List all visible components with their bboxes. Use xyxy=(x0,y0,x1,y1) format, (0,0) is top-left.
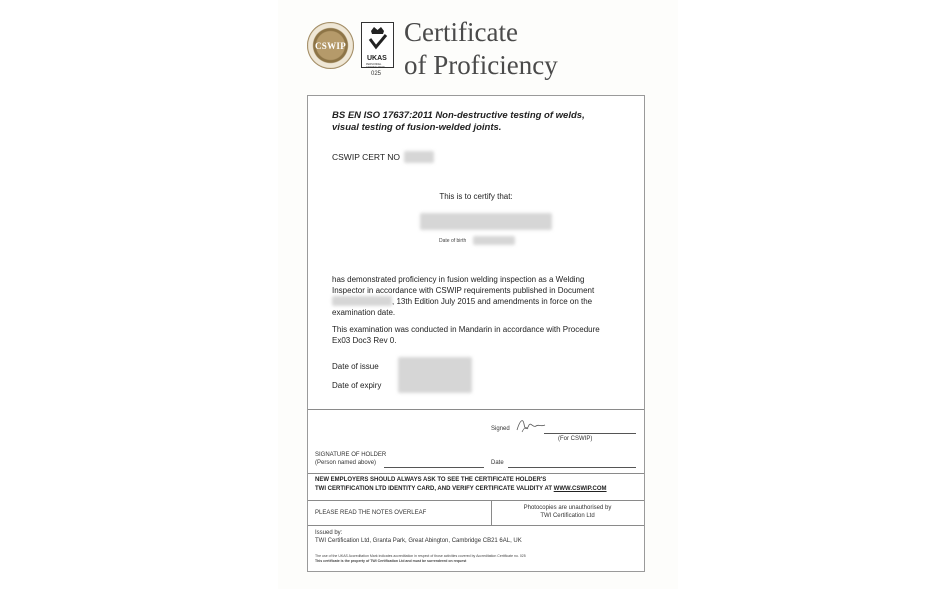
issued-by-label: Issued by: xyxy=(315,530,343,536)
holder-signature-label: SIGNATURE OF HOLDER xyxy=(315,452,387,458)
ukas-mark-box xyxy=(361,22,394,68)
cert-no-label: CSWIP CERT NO xyxy=(332,152,401,162)
redacted-document-number xyxy=(332,296,392,306)
cswip-signature-icon xyxy=(514,416,548,436)
date-of-issue-label: Date of issue xyxy=(332,362,379,371)
para1-line-3: , 13th Edition July 2015 and amendments in force on the xyxy=(392,297,593,306)
standard-title xyxy=(332,110,622,134)
crown-check-icon xyxy=(362,23,393,53)
notice-line-2 xyxy=(315,485,639,494)
signed-label: Signed xyxy=(491,426,510,432)
standard-line-2: visual testing of fusion-welded joints. xyxy=(332,122,502,133)
photocopies-line-2: TWI Certification Ltd xyxy=(540,513,595,519)
notes-overleaf: PLEASE READ THE NOTES OVERLEAF xyxy=(315,510,427,516)
para1-line-1: has demonstrated proficiency in fusion welding inspection as a Welding xyxy=(332,275,585,284)
notice-line-2-text: TWI CERTIFICATION LTD IDENTITY CARD, AND VERIFY CERTIFICATE VALIDITY AT xyxy=(315,486,552,492)
para2-line-1: This examination was conducted in Mandarin in accordance with Procedure xyxy=(332,325,600,334)
title-line-1: Certificate xyxy=(404,17,518,47)
certificate-body xyxy=(307,95,645,572)
ukas-number: 025 xyxy=(371,71,382,77)
date-of-expiry-label: Date of expiry xyxy=(332,381,382,390)
ukas-subtext: PERSONNEL CERTIFICATION xyxy=(366,63,385,69)
employer-notice xyxy=(315,476,639,494)
ukas-logo xyxy=(359,20,397,78)
divider-3 xyxy=(308,500,644,501)
certificate-title xyxy=(404,16,558,82)
verify-url-link[interactable]: WWW.CSWIP.COM xyxy=(553,486,607,492)
standard-line-1: BS EN ISO 17637:2011 Non-destructive testing of welds, xyxy=(332,110,585,121)
para2-line-2: Ex03 Doc3 Rev 0. xyxy=(332,336,397,345)
divider-2 xyxy=(308,473,644,474)
issuer-address: TWI Certification Ltd, Granta Park, Great Abington, Cambridge CB21 6AL, UK xyxy=(315,538,522,544)
holder-date-line xyxy=(508,467,636,468)
notice-line-1: NEW EMPLOYERS SHOULD ALWAYS ASK TO SEE THE CERTIFICATE HOLDER'S xyxy=(315,477,547,483)
holder-signature-sub: (Person named above) xyxy=(315,460,377,466)
property-fine-print: This certificate is the property of TWI Certification Ltd and must be surrendered on request xyxy=(315,559,467,563)
divider-4 xyxy=(308,525,644,526)
photocopies-notice xyxy=(491,504,644,520)
ukas-fine-print: The use of the UKAS Accreditation Mark indicates accreditation in respect of those activities covered by Accreditation Certificate no. 025 xyxy=(315,554,526,558)
cswip-logo-text: CSWIP xyxy=(314,40,346,51)
examination-paragraph xyxy=(332,324,620,346)
divider-1 xyxy=(308,409,644,410)
cswip-signature-line xyxy=(544,433,636,434)
redacted-dates xyxy=(398,357,472,393)
for-cswip-label: (For CSWIP) xyxy=(558,436,593,442)
cswip-logo xyxy=(307,22,354,69)
date-label: Date xyxy=(491,460,504,466)
title-line-2: of Proficiency xyxy=(404,50,558,80)
para1-line-2: Inspector in accordance with CSWIP requirements published in Document xyxy=(332,286,595,295)
redacted-cert-number xyxy=(404,151,434,163)
certify-text: This is to certify that: xyxy=(439,192,513,201)
redacted-dob xyxy=(473,236,515,245)
redacted-holder-name xyxy=(420,213,552,230)
holder-signature-line xyxy=(384,467,484,468)
ukas-text: UKAS xyxy=(367,55,387,62)
para1-line-4: examination date. xyxy=(332,308,396,317)
dob-label: Date of birth xyxy=(439,238,467,244)
photocopies-line-1: Photocopies are unauthorised by xyxy=(523,505,612,511)
